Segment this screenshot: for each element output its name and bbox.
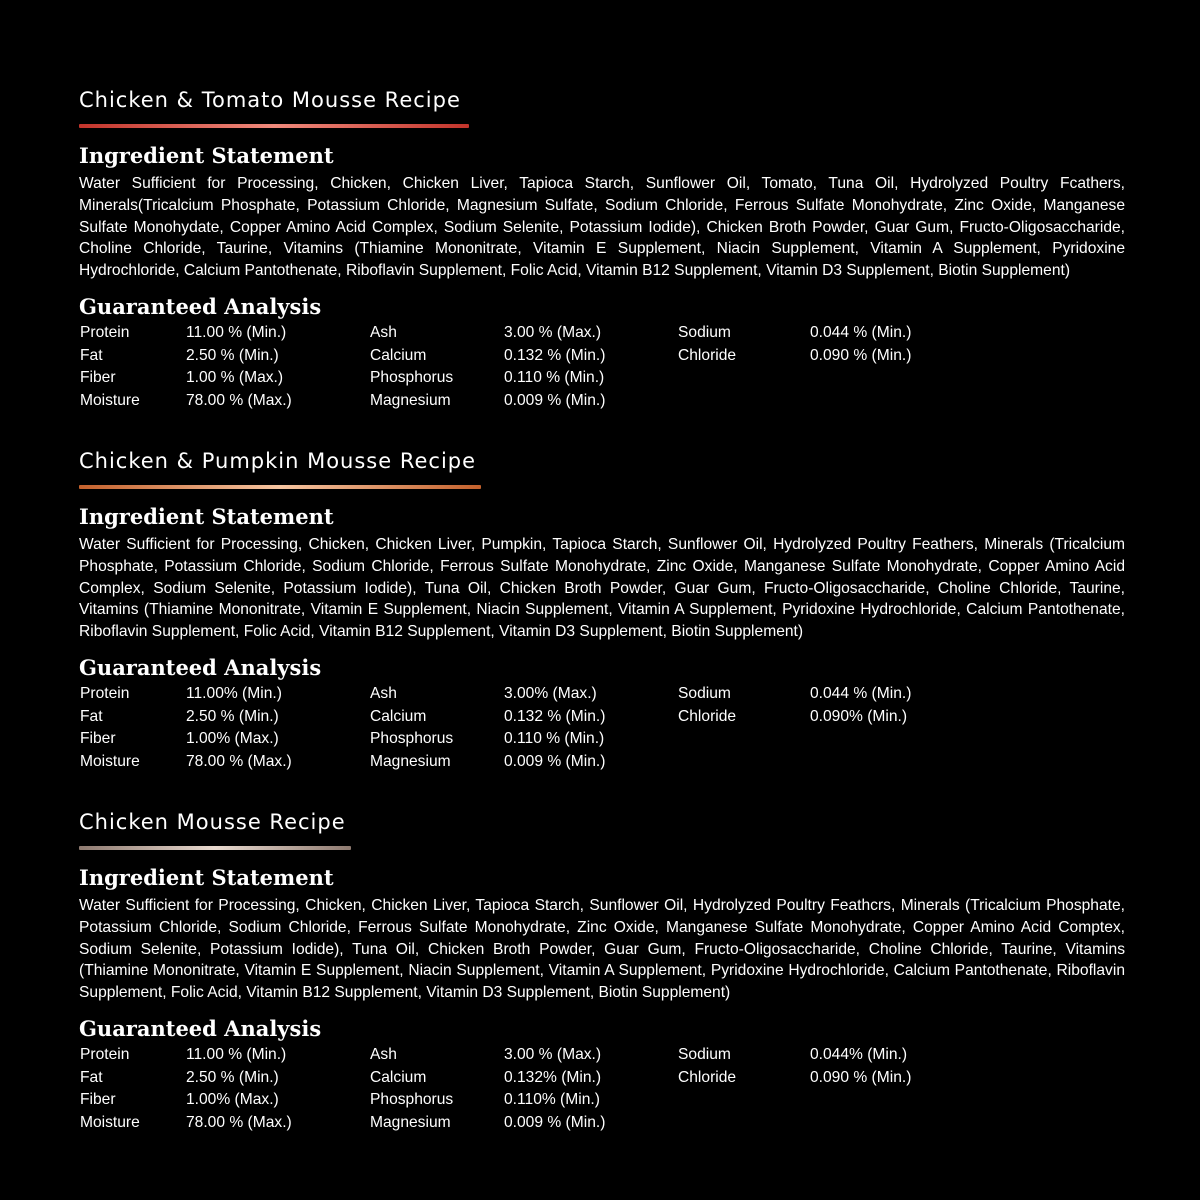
nutrient-value-magnesium: 0.009 % (Min.)	[504, 753, 606, 771]
guaranteed-analysis-heading: Guaranteed Analysis	[79, 1015, 322, 1041]
nutrient-value-fiber: 1.00% (Max.)	[186, 1091, 279, 1109]
nutrient-label-calcium: Calcium	[370, 707, 427, 725]
nutrient-values-col-2	[504, 683, 605, 774]
nutrient-label-fiber: Fiber	[80, 1091, 116, 1109]
ingredient-statement-heading: Ingredient Statement	[79, 143, 334, 168]
nutrient-label-phosphorus: Phosphorus	[370, 1091, 454, 1109]
nutrient-label-moisture: Moisture	[80, 1114, 140, 1132]
nutrient-label-sodium: Sodium	[678, 323, 731, 341]
nutrient-value-ash: 3.00% (Max.)	[504, 684, 597, 702]
nutrient-value-calcium: 0.132 % (Min.)	[504, 346, 606, 364]
nutrient-label-ash: Ash	[370, 323, 397, 341]
ingredient-statement-text: Water Sufficient for Processing, Chicken, Chicken Liver, Pumpkin, Tapioca Starch, Sunflower Oil, Hydrolyzed Poultry Feathers, Minerals (Tricalcium Phosphate, Potassium Chloride, Sodium Chloride, Ferrous Sulfate Monohydrate, Zinc Oxide, Manganese Sulfate Monohydrate, Copper Amino Acid Complex, Sodium Selenite, Potassium Iodide), Tuna Oil, Chicken Broth Powder, Guar Gum, Fructo-Oligosaccharide, Choline Chloride, Taurine, Vitamins (Thiamine Mononitrate, Vitamin E Supplement, Niacin Supplement, Vitamin A Supplement, Pyridoxine Hydrochloride, Calcium Pantothenate, Riboflavin Supplement, Folic Acid, Vitamin B12 Supplement, Vitamin D3 Supplement, Biotin Supplement)	[79, 536, 1125, 641]
nutrient-values-col-2	[504, 322, 605, 413]
nutrient-labels-col-3	[678, 322, 736, 367]
nutrient-label-calcium: Calcium	[370, 1068, 427, 1086]
nutrient-value-sodium: 0.044 % (Min.)	[810, 684, 912, 702]
nutrient-value-moisture: 78.00 % (Max.)	[186, 753, 292, 771]
nutrient-value-ash: 3.00 % (Max.)	[504, 1045, 602, 1063]
nutrient-labels-col-1	[80, 322, 140, 413]
nutrient-label-ash: Ash	[370, 684, 397, 702]
nutrient-labels-col-3	[678, 1044, 736, 1089]
nutrient-label-chloride: Chloride	[678, 707, 737, 725]
recipe-title: Chicken & Tomato Mousse Recipe	[79, 88, 461, 112]
nutrient-label-magnesium: Magnesium	[370, 392, 451, 410]
nutrient-value-moisture: 78.00 % (Max.)	[186, 392, 292, 410]
nutrient-label-moisture: Moisture	[80, 392, 140, 410]
nutrient-labels-col-2	[370, 322, 453, 413]
nutrient-label-calcium: Calcium	[370, 346, 427, 364]
nutrient-value-ash: 3.00 % (Max.)	[504, 323, 602, 341]
recipe-title: Chicken Mousse Recipe	[79, 810, 346, 834]
nutrient-value-calcium: 0.132% (Min.)	[504, 1068, 602, 1086]
nutrient-label-fat: Fat	[80, 346, 103, 364]
nutrient-values-col-2	[504, 1044, 605, 1135]
nutrient-label-fat: Fat	[80, 1068, 103, 1086]
nutrient-label-magnesium: Magnesium	[370, 1114, 451, 1132]
nutrient-label-magnesium: Magnesium	[370, 753, 451, 771]
nutrient-label-moisture: Moisture	[80, 753, 140, 771]
nutrient-label-fiber: Fiber	[80, 730, 116, 748]
nutrient-values-col-1	[186, 683, 292, 774]
nutrient-values-col-3	[810, 683, 911, 728]
nutrient-value-magnesium: 0.009 % (Min.)	[504, 392, 606, 410]
nutrient-value-chloride: 0.090 % (Min.)	[810, 1068, 912, 1086]
nutrient-value-chloride: 0.090 % (Min.)	[810, 346, 912, 364]
nutrient-values-col-1	[186, 322, 292, 413]
nutrient-label-phosphorus: Phosphorus	[370, 730, 454, 748]
nutrient-value-sodium: 0.044% (Min.)	[810, 1045, 908, 1063]
nutrient-label-protein: Protein	[80, 684, 130, 702]
nutrient-values-col-3	[810, 322, 911, 367]
nutrient-label-phosphorus: Phosphorus	[370, 369, 454, 387]
nutrient-value-moisture: 78.00 % (Max.)	[186, 1114, 292, 1132]
nutrient-value-calcium: 0.132 % (Min.)	[504, 707, 606, 725]
title-underline	[79, 124, 469, 128]
guaranteed-analysis-heading: Guaranteed Analysis	[79, 293, 322, 319]
nutrient-labels-col-1	[80, 683, 140, 774]
recipe-section-chicken	[79, 808, 1125, 1136]
ingredient-statement-heading: Ingredient Statement	[79, 865, 334, 890]
nutrient-label-sodium: Sodium	[678, 1045, 731, 1063]
nutrient-labels-col-1	[80, 1044, 140, 1135]
guaranteed-analysis-table	[79, 1044, 1125, 1136]
nutrient-label-fat: Fat	[80, 707, 103, 725]
nutrient-value-fiber: 1.00% (Max.)	[186, 730, 279, 748]
recipe-section-chicken-pumpkin	[79, 447, 1125, 775]
nutrient-label-fiber: Fiber	[80, 369, 116, 387]
nutrient-value-magnesium: 0.009 % (Min.)	[504, 1114, 606, 1132]
nutrient-value-fat: 2.50 % (Min.)	[186, 346, 279, 364]
nutrient-value-sodium: 0.044 % (Min.)	[810, 323, 912, 341]
nutrient-label-protein: Protein	[80, 323, 130, 341]
nutrient-labels-col-2	[370, 1044, 453, 1135]
nutrient-value-protein: 11.00 % (Min.)	[186, 1045, 287, 1063]
nutrient-value-protein: 11.00% (Min.)	[186, 684, 282, 702]
nutrient-label-chloride: Chloride	[678, 1068, 737, 1086]
guaranteed-analysis-table	[79, 683, 1125, 775]
nutrient-value-fat: 2.50 % (Min.)	[186, 1068, 279, 1086]
nutrient-value-chloride: 0.090% (Min.)	[810, 707, 908, 725]
nutrient-value-protein: 11.00 % (Min.)	[186, 323, 287, 341]
nutrient-value-phosphorus: 0.110 % (Min.)	[504, 369, 605, 387]
title-underline	[79, 485, 481, 489]
recipe-section-chicken-tomato	[79, 86, 1125, 414]
nutrient-labels-col-3	[678, 683, 736, 728]
nutrient-values-col-3	[810, 1044, 911, 1089]
ingredient-statement-text: Water Sufficient for Processing, Chicken, Chicken Liver, Tapioca Starch, Sunflower Oil, Hydrolyzed Poultry Feathcrs, Minerals (Tricalcium Phosphate, Potassium Chloride, Sodium Chloride, Ferrous Sulfate Monohydrate, Zinc Oxide, Manganese Sulfate Monohydrate, Copper Amino Acid Comptex, Sodium Selenite, Potassium Iodide), Tuna Oil, Chicken Broth Powder, Guar Gum, Fructo-Oligosaccharide, Choline Chloride, Taurine, Vitamins (Thiamine Mononitrate, Vitamin E Supplement, Niacin Supplement, Vitamin A Supplement, Pyridoxine Hydrochloride, Calcium Pantothenate, Riboflavin Supplement, Folic Acid, Vitamin B12 Supplement, Vitamin D3 Supplement, Biotin Supplement)	[79, 897, 1125, 1002]
ingredient-statement-text: Water Sufficient for Processing, Chicken, Chicken Liver, Tapioca Starch, Sunflower Oil, Tomato, Tuna Oil, Hydrolyzed Poultry Fcathers, Minerals(Tricalcium Phosphate, Potassium Chloride, Magnesium Sulfate, Sodium Chloride, Ferrous Sulfate Monohydrate, Zinc Oxide, Manganese Sulfate Monohydate, Copper Amino Acid Complex, Sodium Selenite, Potassium Iodide), Chicken Broth Powder, Guar Gum, Fructo-Oligosaccharide, Choline Chloride, Taurine, Vitamins (Thiamine Mononitrate, Vitamin E Supplement, Niacin Supplement, Vitamin A Supplement, Pyridoxine Hydrochloride, Calcium Pantothenate, Riboflavin Supplement, Folic Acid, Vitamin B12 Supplement, Vitamin D3 Supplement, Biotin Supplement)	[79, 175, 1125, 280]
nutrient-label-chloride: Chloride	[678, 346, 737, 364]
nutrient-label-ash: Ash	[370, 1045, 397, 1063]
nutrient-labels-col-2	[370, 683, 453, 774]
nutrient-value-phosphorus: 0.110 % (Min.)	[504, 730, 605, 748]
nutrient-label-protein: Protein	[80, 1045, 130, 1063]
guaranteed-analysis-heading: Guaranteed Analysis	[79, 654, 322, 680]
nutrient-label-sodium: Sodium	[678, 684, 731, 702]
ingredient-statement-heading: Ingredient Statement	[79, 504, 334, 529]
recipe-title: Chicken & Pumpkin Mousse Recipe	[79, 449, 477, 473]
nutrient-value-phosphorus: 0.110% (Min.)	[504, 1091, 600, 1109]
title-underline	[79, 846, 351, 850]
nutrient-value-fat: 2.50 % (Min.)	[186, 707, 279, 725]
guaranteed-analysis-table	[79, 322, 1125, 414]
nutrient-values-col-1	[186, 1044, 292, 1135]
nutrient-value-fiber: 1.00 % (Max.)	[186, 369, 284, 387]
